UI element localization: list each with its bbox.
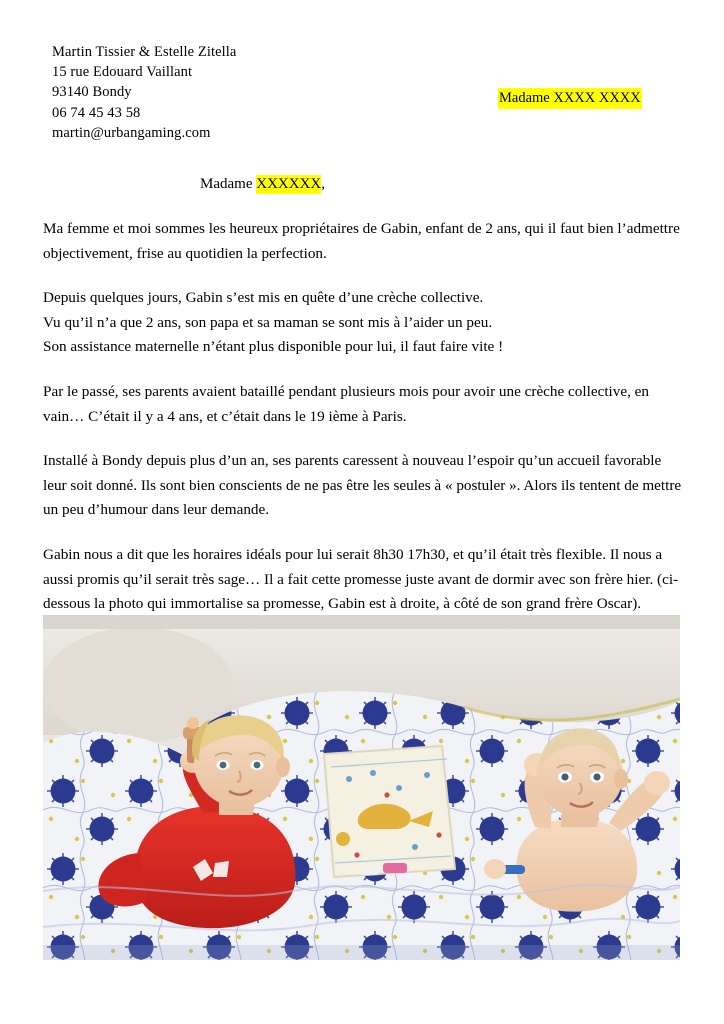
photo-illustration — [43, 615, 680, 960]
sender-line-city: 93140 Bondy — [52, 84, 132, 101]
sender-line-email: martin@urbangaming.com — [52, 124, 211, 141]
center-cushion — [324, 746, 455, 877]
sender-line-phone: 06 74 45 43 58 — [52, 104, 141, 121]
sender-line-street: 15 rue Edouard Vaillant — [52, 64, 193, 81]
paragraph-4: Installé à Bondy depuis plus d’un an, ses parents caressent à nouveau l’espoir qu’un accueil favorable leur soit donné. Ils sont bien conscients de ne pas être les seules à « postuler ». Alors ils tentent de mettre un peu d’humour dans leur demande. — [43, 452, 682, 519]
salutation-suffix: , — [321, 176, 325, 192]
paragraph-5: Gabin nous a dit que les horaires idéals pour lui serait 8h30 17h30, et qu’il était très flexible. Il nous a aussi promis qu’il serait très sage… Il a fait cette promesse juste avant de dormir avec son frère hier. (ci-dessous la photo qui immortalise sa promesse, Gabin est à droite, à côté de son grand frère Oscar). — [43, 545, 679, 613]
paragraph-2b: Vu qu’il n’a que 2 ans, son papa et sa maman se sont mis à l’aider un peu. — [43, 313, 493, 331]
sender-line-name: Martin Tissier & Estelle Zitella — [52, 44, 237, 60]
paragraph-1: Ma femme et moi sommes les heureux propriétaires de Gabin, enfant de 2 ans, qui il faut bien l’admettre objectivement, frise au quotidien la perfection. — [43, 220, 680, 262]
salutation — [200, 176, 325, 193]
paragraph-2a: Depuis quelques jours, Gabin s’est mis en quête d’une crèche collective. — [43, 289, 484, 307]
salutation-prefix: Madame — [200, 176, 257, 192]
paragraph-2c: Son assistance maternelle n’étant plus disponible pour lui, il faut faire vite ! — [43, 338, 504, 356]
salutation-name-highlighted: XXXXXX — [256, 176, 322, 192]
sender-address-block — [52, 42, 236, 143]
letter-body — [43, 217, 685, 637]
white-object — [361, 867, 379, 875]
pink-object — [383, 863, 407, 873]
recipient-name-highlighted: Madame XXXX XXXX — [498, 88, 642, 109]
photo-two-children-on-bed — [43, 615, 680, 960]
paragraph-3: Par le passé, ses parents avaient bataillé pendant plusieurs mois pour avoir une crèche collective, en vain… C’était il y a 4 ans, et c’était dans le 19 ième à Paris. — [43, 382, 650, 425]
